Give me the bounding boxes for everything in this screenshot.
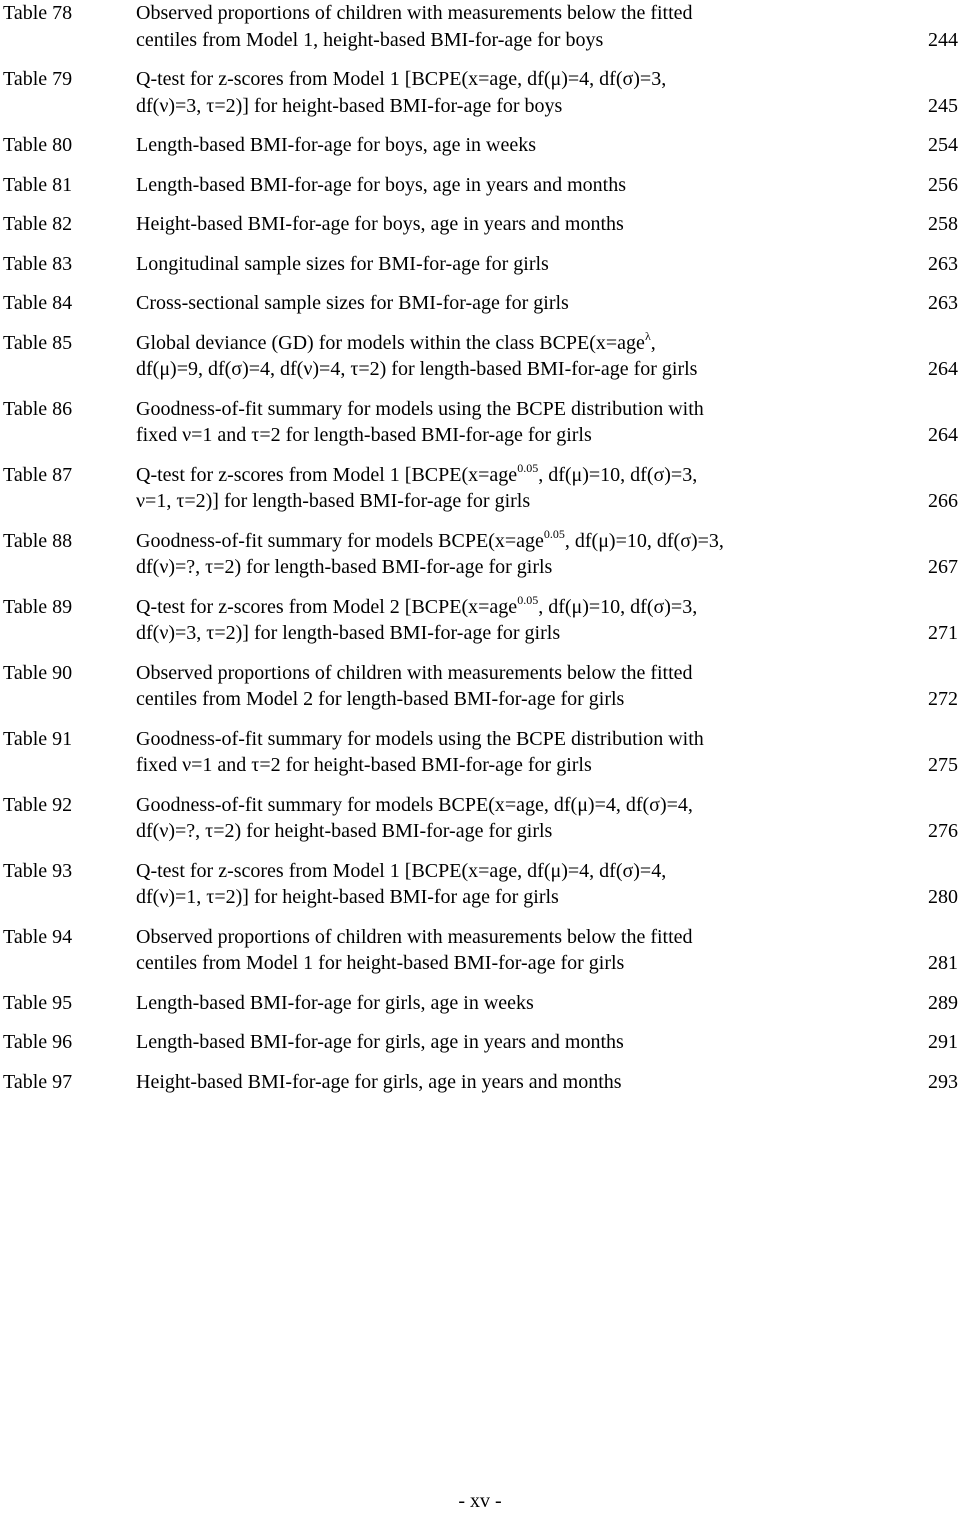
toc-entry[interactable] <box>3 792 958 845</box>
page-ref: 275 <box>928 754 958 776</box>
caption-line <box>136 488 896 515</box>
caption-line <box>136 27 896 54</box>
caption-line <box>136 924 896 951</box>
caption-text: df(μ)=9, df(σ)=4, df(ν)=4, τ=2) for length-based BMI-for-age for girls <box>136 358 698 380</box>
toc-entry[interactable] <box>3 211 958 238</box>
table-caption <box>136 528 896 581</box>
caption-text: centiles from Model 1 for height-based BMI-for-age for girls <box>136 952 625 974</box>
table-caption <box>136 290 896 317</box>
page-ref: 276 <box>928 820 958 842</box>
caption-line <box>136 330 896 357</box>
caption-line <box>136 792 896 819</box>
table-caption <box>136 172 896 199</box>
caption-line <box>136 172 896 199</box>
list-of-tables <box>3 0 958 1108</box>
table-label: Table 85 <box>3 331 73 354</box>
caption-line <box>136 251 896 278</box>
caption-text: , <box>650 331 656 354</box>
table-label: Table 94 <box>3 925 73 948</box>
page-ref: 258 <box>928 213 958 235</box>
caption-line <box>136 950 896 977</box>
page-ref: 272 <box>928 688 958 710</box>
table-label: Table 84 <box>3 292 73 314</box>
toc-entry[interactable] <box>3 990 958 1017</box>
toc-entry[interactable] <box>3 66 958 119</box>
table-caption <box>136 132 896 159</box>
caption-line <box>136 66 896 93</box>
caption-text: df(ν)=1, τ=2)] for height-based BMI-for age for girls <box>136 886 559 908</box>
table-caption <box>136 594 896 647</box>
caption-line <box>136 594 896 621</box>
caption-text: Q-test for z-scores from Model 1 [BCPE(x=age, df(μ)=4, df(σ)=3, <box>136 68 667 90</box>
toc-entry[interactable] <box>3 251 958 278</box>
caption-text: centiles from Model 2 for length-based BMI-for-age for girls <box>136 688 625 710</box>
caption-text: , df(μ)=10, df(σ)=3, <box>538 463 698 486</box>
caption-superscript: 0.05 <box>517 592 539 607</box>
caption-line <box>136 554 896 581</box>
toc-entry[interactable] <box>3 462 958 515</box>
caption-text: Observed proportions of children with measurements below the fitted <box>136 2 693 24</box>
table-label: Table 87 <box>3 463 73 486</box>
caption-line <box>136 396 896 423</box>
caption-text: Length-based BMI-for-age for boys, age in weeks <box>136 134 537 156</box>
caption-text: Global deviance (GD) for models within the class BCPE(x=age <box>136 331 645 354</box>
caption-line <box>136 211 896 238</box>
table-caption <box>136 396 896 449</box>
caption-line <box>136 818 896 845</box>
table-caption <box>136 924 896 977</box>
caption-line <box>136 884 896 911</box>
table-caption <box>136 1069 896 1096</box>
page-ref: 266 <box>928 490 958 512</box>
toc-entry[interactable] <box>3 0 958 53</box>
table-label: Table 80 <box>3 134 73 156</box>
toc-entry[interactable] <box>3 396 958 449</box>
caption-text: Longitudinal sample sizes for BMI-for-age for girls <box>136 252 549 275</box>
page-ref: 256 <box>928 173 958 196</box>
table-caption <box>136 726 896 779</box>
page-number: - xv - <box>458 1490 502 1512</box>
caption-line <box>136 660 896 687</box>
page-ref: 254 <box>928 134 958 156</box>
table-label: Table 89 <box>3 595 73 618</box>
table-label: Table 91 <box>3 727 73 750</box>
caption-line <box>136 93 896 120</box>
toc-entry[interactable] <box>3 528 958 581</box>
caption-line <box>136 990 896 1017</box>
table-caption <box>136 990 896 1017</box>
table-caption <box>136 330 896 383</box>
caption-line <box>136 356 896 383</box>
table-label: Table 93 <box>3 859 73 882</box>
page-ref: 244 <box>928 28 958 51</box>
table-caption <box>136 251 896 278</box>
caption-text: df(ν)=3, τ=2)] for length-based BMI-for-age for girls <box>136 622 561 644</box>
caption-line <box>136 132 896 159</box>
table-caption <box>136 211 896 238</box>
table-label: Table 78 <box>3 2 73 24</box>
table-label: Table 86 <box>3 397 73 420</box>
caption-text: df(ν)=?, τ=2) for height-based BMI-for-age for girls <box>136 820 553 842</box>
toc-entry[interactable] <box>3 172 958 199</box>
caption-text: fixed ν=1 and τ=2 for height-based BMI-for-age for girls <box>136 754 592 776</box>
table-label: Table 79 <box>3 68 73 90</box>
page-ref: 264 <box>928 358 958 380</box>
toc-entry[interactable] <box>3 594 958 647</box>
table-caption <box>136 858 896 911</box>
caption-line <box>136 686 896 713</box>
table-caption <box>136 792 896 845</box>
table-label: Table 95 <box>3 991 73 1014</box>
toc-entry[interactable] <box>3 660 958 713</box>
caption-text: Goodness-of-fit summary for models BCPE(x=age, df(μ)=4, df(σ)=4, <box>136 793 693 816</box>
page-ref: 291 <box>928 1031 958 1053</box>
page-ref: 271 <box>928 622 958 644</box>
caption-superscript: 0.05 <box>543 526 565 541</box>
caption-text: Cross-sectional sample sizes for BMI-for-age for girls <box>136 292 569 314</box>
caption-text: Observed proportions of children with measurements below the fitted <box>136 661 693 684</box>
caption-text: Length-based BMI-for-age for boys, age in years and months <box>136 173 627 196</box>
caption-text: , df(μ)=10, df(σ)=3, <box>538 595 698 618</box>
caption-text: Length-based BMI-for-age for girls, age in weeks <box>136 991 534 1014</box>
caption-text: Height-based BMI-for-age for girls, age in years and months <box>136 1070 622 1093</box>
caption-text: fixed ν=1 and τ=2 for length-based BMI-for-age for girls <box>136 424 592 446</box>
page-ref: 245 <box>928 94 958 117</box>
toc-entry[interactable] <box>3 858 958 911</box>
caption-line <box>136 726 896 753</box>
table-caption <box>136 66 896 119</box>
toc-entry[interactable] <box>3 1029 958 1056</box>
caption-text: Height-based BMI-for-age for boys, age in years and months <box>136 213 624 235</box>
caption-text: ν=1, τ=2)] for length-based BMI-for-age for girls <box>136 490 531 512</box>
page-ref: 264 <box>928 424 958 446</box>
table-caption <box>136 462 896 515</box>
toc-entry[interactable] <box>3 726 958 779</box>
caption-text: Observed proportions of children with measurements below the fitted <box>136 925 693 948</box>
caption-line <box>136 0 896 27</box>
caption-text: Q-test for z-scores from Model 1 [BCPE(x=age <box>136 463 518 486</box>
caption-text: Length-based BMI-for-age for girls, age in years and months <box>136 1031 624 1053</box>
page-ref: 293 <box>928 1070 958 1093</box>
caption-superscript: λ <box>644 328 651 343</box>
caption-text: Goodness-of-fit summary for models using the BCPE distribution with <box>136 727 704 750</box>
table-label: Table 82 <box>3 213 73 235</box>
caption-line <box>136 1069 896 1096</box>
caption-line <box>136 858 896 885</box>
caption-text: , df(μ)=10, df(σ)=3, <box>564 529 724 552</box>
table-caption <box>136 1029 896 1056</box>
caption-line <box>136 290 896 317</box>
caption-text: Q-test for z-scores from Model 1 [BCPE(x=age, df(μ)=4, df(σ)=4, <box>136 859 667 882</box>
toc-entry[interactable] <box>3 924 958 977</box>
caption-text: df(ν)=3, τ=2)] for height-based BMI-for-age for boys <box>136 94 563 117</box>
table-label: Table 92 <box>3 793 73 816</box>
toc-entry[interactable] <box>3 1069 958 1096</box>
caption-line <box>136 752 896 779</box>
page-ref: 289 <box>928 991 958 1014</box>
page-ref: 263 <box>928 252 958 275</box>
caption-line <box>136 1029 896 1056</box>
table-label: Table 96 <box>3 1031 73 1053</box>
page-ref: 263 <box>928 292 958 314</box>
table-label: Table 83 <box>3 252 73 275</box>
caption-text: Goodness-of-fit summary for models using the BCPE distribution with <box>136 397 704 420</box>
table-label: Table 88 <box>3 529 73 552</box>
table-label: Table 90 <box>3 661 73 684</box>
caption-line <box>136 422 896 449</box>
page-ref: 281 <box>928 952 958 974</box>
table-caption <box>136 660 896 713</box>
toc-entry[interactable] <box>3 290 958 317</box>
caption-text: df(ν)=?, τ=2) for length-based BMI-for-age for girls <box>136 556 553 578</box>
table-label: Table 81 <box>3 173 73 196</box>
caption-line <box>136 462 896 489</box>
caption-superscript: 0.05 <box>517 460 539 475</box>
page-ref: 267 <box>928 556 958 578</box>
caption-text: Goodness-of-fit summary for models BCPE(x=age <box>136 529 544 552</box>
caption-line <box>136 528 896 555</box>
toc-entry[interactable] <box>3 132 958 159</box>
caption-text: centiles from Model 1, height-based BMI-for-age for boys <box>136 28 604 51</box>
caption-text: Q-test for z-scores from Model 2 [BCPE(x=age <box>136 595 518 618</box>
table-label: Table 97 <box>3 1070 73 1093</box>
page-ref: 280 <box>928 886 958 908</box>
table-caption <box>136 0 896 53</box>
toc-entry[interactable] <box>3 330 958 383</box>
caption-line <box>136 620 896 647</box>
